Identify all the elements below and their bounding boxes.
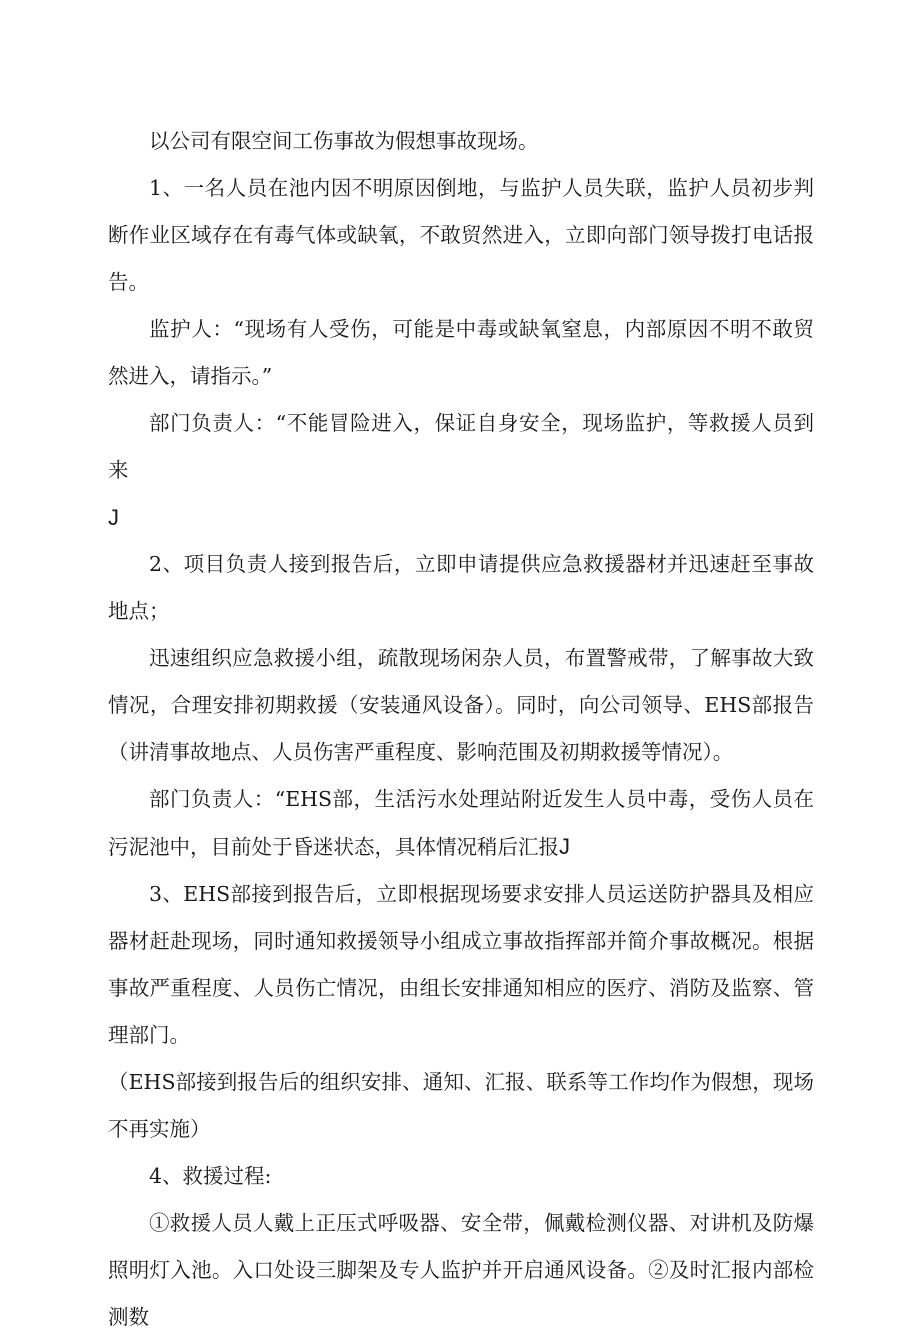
document-body: [108, 118, 814, 1341]
paragraph-step-3-note: （EHS部接到报告后的组织安排、通知、汇报、联系等工作均作为假想，现场不再实施）: [108, 1070, 814, 1141]
paragraph-manager-quote-1: 部门负责人：“不能冒险进入，保证自身安全，现场监护，等救援人员到来: [108, 411, 814, 482]
paragraph-rescue-organize: 迅速组织应急救援小组，疏散现场闲杂人员，布置警戒带，了解事故大致情况，合理安排初期救援（安装通风设备）。同时，向公司领导、EHS部报告（讲清事故地点、人员伤害严重程度、影响范围及初期救援等情况）。: [108, 646, 814, 764]
paragraph-guardian-quote: 监护人：“现场有人受伤，可能是中毒或缺氧窒息，内部原因不明不敢贸然进入，请指示。”: [108, 317, 814, 388]
paragraph-step-4: 4、救援过程:: [149, 1164, 272, 1188]
paragraph-manager-quote-2: 部门负责人：“EHS部，生活污水处理站附近发生人员中毒，受伤人员在污泥池中，目前处于昏迷状态，具体情况稍后汇报J: [108, 787, 814, 859]
paragraph-intro: 以公司有限空间工伤事故为假想事故现场。: [149, 129, 539, 153]
closing-mark-2: J: [559, 834, 570, 859]
paragraph-step-2: 2、项目负责人接到报告后，立即申请提供应急救援器材并迅速赶至事故地点；: [108, 552, 814, 623]
paragraph-step-3: 3、EHS部接到报告后，立即根据现场要求安排人员运送防护器具及相应器材赶赴现场，同时通知救援领导小组成立事故指挥部并简介事故概况。根据事故严重程度、人员伤亡情况，由组长安排通知相应的医疗、消防及监察、管理部门。: [108, 882, 814, 1047]
paragraph-rescue-process: ①救援人员人戴上正压式呼吸器、安全带，佩戴检测仪器、对讲机及防爆照明灯入池。入口处设三脚架及专人监护并开启通风设备。②及时汇报内部检测数: [108, 1211, 814, 1329]
paragraph-step-1: 1、一名人员在池内因不明原因倒地，与监护人员失联，监护人员初步判断作业区域存在有毒气体或缺氧，不敢贸然进入，立即向部门领导拨打电话报告。: [108, 176, 814, 294]
closing-mark-1: J: [108, 505, 119, 530]
